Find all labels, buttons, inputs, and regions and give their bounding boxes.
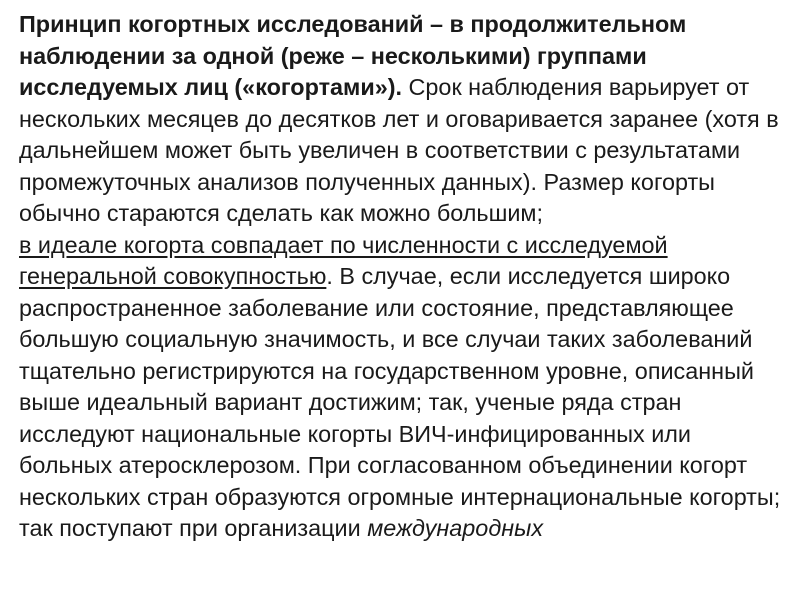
italic-tail-text: международных (367, 515, 544, 541)
body-text-2: . В случае, если исследуется широко распространенное заболевание или состояние, представляющее большую социальную значимость, и все случаи таких заболеваний тщательно регистрируются на государственном уровне, описанный выше идеальный вариант достижим; так, ученые ряда стран исследуют национальные когорты ВИЧ-инфицированных или больных атеросклерозом. При согласованном объединении когорт нескольких стран образуются огромные интернациональные когорты; так поступают при организации (19, 263, 781, 541)
body-text-1: Срок наблюдения варьирует от нескольких месяцев до десятков лет и оговаривается заранее (хотя в дальнейшем может быть увеличен в соответствии с результатами промежуточных анализов полученных данных). Размер когорты обычно стараются сделать как можно большим; (19, 74, 779, 226)
bold-lead-text: Принцип когортных исследований – в продолжительном наблюдении за одной (реже – несколькими) группами исследуемых лиц («когортами»). (19, 11, 687, 100)
underlined-text: в идеале когорта совпадает по численности с исследуемой генеральной совокупностью (19, 231, 668, 289)
body-paragraph (19, 9, 790, 545)
